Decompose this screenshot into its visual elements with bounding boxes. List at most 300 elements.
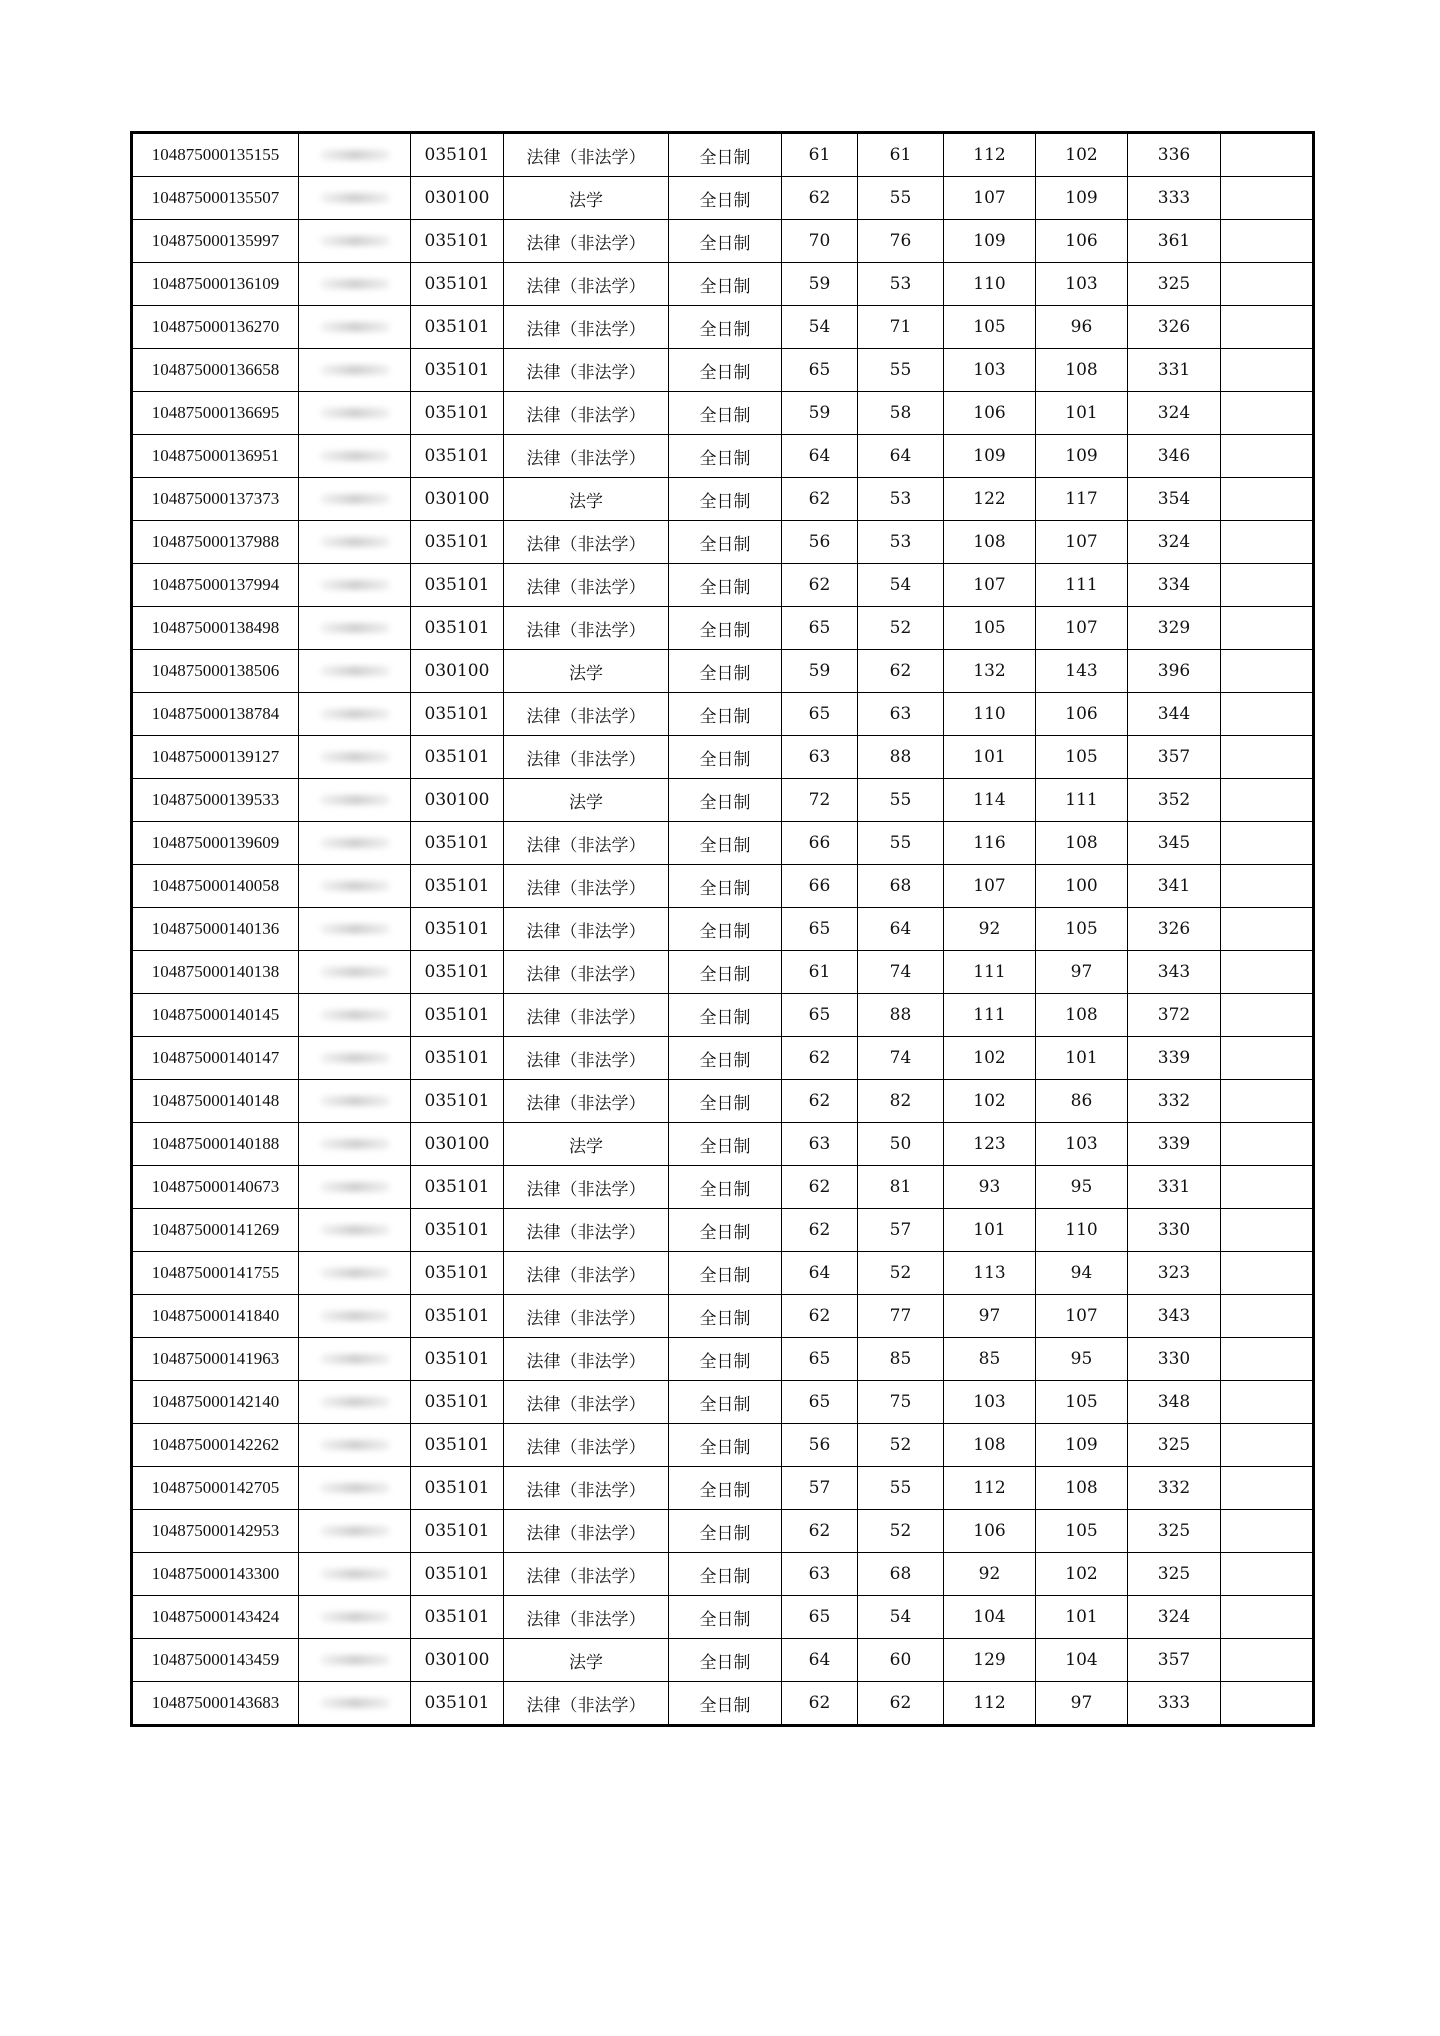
table-row bbox=[132, 1682, 1314, 1726]
score-subject2-cell: 100 bbox=[1036, 865, 1128, 908]
candidate-name-cell bbox=[299, 564, 411, 607]
table-row bbox=[132, 693, 1314, 736]
major-code-cell: 030100 bbox=[411, 779, 504, 822]
score-foreign-language-cell: 52 bbox=[858, 1252, 944, 1295]
score-foreign-language-cell: 75 bbox=[858, 1381, 944, 1424]
score-subject2-cell: 111 bbox=[1036, 779, 1128, 822]
score-subject2-cell: 101 bbox=[1036, 1596, 1128, 1639]
score-foreign-language-cell: 62 bbox=[858, 650, 944, 693]
candidate-id-cell: 104875000137994 bbox=[132, 564, 299, 607]
major-code-cell: 030100 bbox=[411, 478, 504, 521]
candidate-id-cell: 104875000141755 bbox=[132, 1252, 299, 1295]
remark-cell bbox=[1221, 435, 1314, 478]
major-name-cell: 法律（非法学） bbox=[504, 1338, 669, 1381]
score-politics-cell: 62 bbox=[782, 1080, 858, 1123]
score-foreign-language-cell: 54 bbox=[858, 564, 944, 607]
table-row bbox=[132, 1166, 1314, 1209]
candidate-id-cell: 104875000143683 bbox=[132, 1682, 299, 1726]
major-name-cell: 法律（非法学） bbox=[504, 1596, 669, 1639]
candidate-id-cell: 104875000140136 bbox=[132, 908, 299, 951]
score-subject1-cell: 132 bbox=[944, 650, 1036, 693]
score-foreign-language-cell: 55 bbox=[858, 349, 944, 392]
score-subject1-cell: 104 bbox=[944, 1596, 1036, 1639]
score-total-cell: 330 bbox=[1128, 1209, 1221, 1252]
study-mode-cell: 全日制 bbox=[669, 521, 782, 564]
major-name-cell: 法律（非法学） bbox=[504, 133, 669, 177]
score-politics-cell: 65 bbox=[782, 1338, 858, 1381]
table-row bbox=[132, 736, 1314, 779]
score-subject1-cell: 102 bbox=[944, 1080, 1036, 1123]
score-foreign-language-cell: 61 bbox=[858, 133, 944, 177]
candidate-name-cell bbox=[299, 693, 411, 736]
score-subject2-cell: 111 bbox=[1036, 564, 1128, 607]
candidate-id-cell: 104875000143300 bbox=[132, 1553, 299, 1596]
score-politics-cell: 66 bbox=[782, 865, 858, 908]
candidate-id-cell: 104875000139533 bbox=[132, 779, 299, 822]
score-foreign-language-cell: 52 bbox=[858, 1424, 944, 1467]
score-total-cell: 345 bbox=[1128, 822, 1221, 865]
score-total-cell: 323 bbox=[1128, 1252, 1221, 1295]
table-row bbox=[132, 1037, 1314, 1080]
candidate-id-cell: 104875000136270 bbox=[132, 306, 299, 349]
redacted-name-blur bbox=[320, 580, 390, 590]
candidate-id-cell: 104875000139127 bbox=[132, 736, 299, 779]
study-mode-cell: 全日制 bbox=[669, 951, 782, 994]
redacted-name-blur bbox=[320, 623, 390, 633]
major-name-cell: 法律（非法学） bbox=[504, 1467, 669, 1510]
score-total-cell: 325 bbox=[1128, 1553, 1221, 1596]
major-code-cell: 035101 bbox=[411, 607, 504, 650]
score-subject1-cell: 93 bbox=[944, 1166, 1036, 1209]
study-mode-cell: 全日制 bbox=[669, 1682, 782, 1726]
table-row bbox=[132, 1123, 1314, 1166]
score-politics-cell: 59 bbox=[782, 392, 858, 435]
major-name-cell: 法律（非法学） bbox=[504, 220, 669, 263]
redacted-name-blur bbox=[320, 279, 390, 289]
major-code-cell: 035101 bbox=[411, 1553, 504, 1596]
candidate-name-cell bbox=[299, 1596, 411, 1639]
study-mode-cell: 全日制 bbox=[669, 822, 782, 865]
score-total-cell: 357 bbox=[1128, 736, 1221, 779]
score-foreign-language-cell: 50 bbox=[858, 1123, 944, 1166]
candidate-name-cell bbox=[299, 1682, 411, 1726]
study-mode-cell: 全日制 bbox=[669, 435, 782, 478]
major-name-cell: 法律（非法学） bbox=[504, 822, 669, 865]
score-total-cell: 325 bbox=[1128, 263, 1221, 306]
score-total-cell: 352 bbox=[1128, 779, 1221, 822]
score-politics-cell: 54 bbox=[782, 306, 858, 349]
score-politics-cell: 62 bbox=[782, 1682, 858, 1726]
score-subject2-cell: 106 bbox=[1036, 693, 1128, 736]
table-row bbox=[132, 220, 1314, 263]
score-politics-cell: 65 bbox=[782, 607, 858, 650]
score-politics-cell: 62 bbox=[782, 1295, 858, 1338]
remark-cell bbox=[1221, 263, 1314, 306]
major-name-cell: 法律（非法学） bbox=[504, 1080, 669, 1123]
score-foreign-language-cell: 55 bbox=[858, 177, 944, 220]
candidate-name-cell bbox=[299, 1037, 411, 1080]
score-foreign-language-cell: 82 bbox=[858, 1080, 944, 1123]
major-code-cell: 035101 bbox=[411, 349, 504, 392]
score-subject1-cell: 112 bbox=[944, 1467, 1036, 1510]
table-row bbox=[132, 1252, 1314, 1295]
candidate-id-cell: 104875000142705 bbox=[132, 1467, 299, 1510]
score-total-cell: 326 bbox=[1128, 306, 1221, 349]
score-total-cell: 331 bbox=[1128, 349, 1221, 392]
candidate-id-cell: 104875000143424 bbox=[132, 1596, 299, 1639]
major-code-cell: 035101 bbox=[411, 865, 504, 908]
score-total-cell: 354 bbox=[1128, 478, 1221, 521]
candidate-id-cell: 104875000138498 bbox=[132, 607, 299, 650]
table-row bbox=[132, 1596, 1314, 1639]
score-total-cell: 346 bbox=[1128, 435, 1221, 478]
study-mode-cell: 全日制 bbox=[669, 1639, 782, 1682]
score-politics-cell: 62 bbox=[782, 478, 858, 521]
score-subject2-cell: 97 bbox=[1036, 1682, 1128, 1726]
candidate-id-cell: 104875000142140 bbox=[132, 1381, 299, 1424]
remark-cell bbox=[1221, 908, 1314, 951]
major-name-cell: 法律（非法学） bbox=[504, 1553, 669, 1596]
score-subject1-cell: 105 bbox=[944, 607, 1036, 650]
candidate-name-cell bbox=[299, 349, 411, 392]
study-mode-cell: 全日制 bbox=[669, 1080, 782, 1123]
study-mode-cell: 全日制 bbox=[669, 1123, 782, 1166]
score-subject1-cell: 112 bbox=[944, 1682, 1036, 1726]
table-row bbox=[132, 1553, 1314, 1596]
study-mode-cell: 全日制 bbox=[669, 779, 782, 822]
study-mode-cell: 全日制 bbox=[669, 1596, 782, 1639]
major-code-cell: 035101 bbox=[411, 1338, 504, 1381]
score-foreign-language-cell: 55 bbox=[858, 779, 944, 822]
major-name-cell: 法学 bbox=[504, 779, 669, 822]
score-subject1-cell: 109 bbox=[944, 435, 1036, 478]
candidate-name-cell bbox=[299, 994, 411, 1037]
study-mode-cell: 全日制 bbox=[669, 564, 782, 607]
study-mode-cell: 全日制 bbox=[669, 736, 782, 779]
score-foreign-language-cell: 71 bbox=[858, 306, 944, 349]
score-subject2-cell: 109 bbox=[1036, 177, 1128, 220]
score-subject1-cell: 102 bbox=[944, 1037, 1036, 1080]
score-foreign-language-cell: 68 bbox=[858, 1553, 944, 1596]
remark-cell bbox=[1221, 521, 1314, 564]
remark-cell bbox=[1221, 650, 1314, 693]
candidate-name-cell bbox=[299, 1381, 411, 1424]
remark-cell bbox=[1221, 1209, 1314, 1252]
score-subject1-cell: 101 bbox=[944, 1209, 1036, 1252]
score-subject2-cell: 94 bbox=[1036, 1252, 1128, 1295]
score-subject2-cell: 105 bbox=[1036, 908, 1128, 951]
redacted-name-blur bbox=[320, 1139, 390, 1149]
major-name-cell: 法律（非法学） bbox=[504, 1295, 669, 1338]
study-mode-cell: 全日制 bbox=[669, 1037, 782, 1080]
score-subject2-cell: 109 bbox=[1036, 435, 1128, 478]
score-total-cell: 336 bbox=[1128, 133, 1221, 177]
table-row bbox=[132, 1381, 1314, 1424]
score-subject2-cell: 105 bbox=[1036, 1510, 1128, 1553]
table-row bbox=[132, 521, 1314, 564]
score-foreign-language-cell: 74 bbox=[858, 951, 944, 994]
candidate-id-cell: 104875000143459 bbox=[132, 1639, 299, 1682]
score-politics-cell: 70 bbox=[782, 220, 858, 263]
major-code-cell: 035101 bbox=[411, 1467, 504, 1510]
redacted-name-blur bbox=[320, 1612, 390, 1622]
table-row bbox=[132, 564, 1314, 607]
major-name-cell: 法律（非法学） bbox=[504, 865, 669, 908]
major-code-cell: 035101 bbox=[411, 1424, 504, 1467]
remark-cell bbox=[1221, 607, 1314, 650]
candidate-id-cell: 104875000142953 bbox=[132, 1510, 299, 1553]
table-row bbox=[132, 133, 1314, 177]
candidate-id-cell: 104875000140058 bbox=[132, 865, 299, 908]
remark-cell bbox=[1221, 1596, 1314, 1639]
redacted-name-blur bbox=[320, 709, 390, 719]
score-foreign-language-cell: 88 bbox=[858, 736, 944, 779]
score-total-cell: 332 bbox=[1128, 1467, 1221, 1510]
candidate-id-cell: 104875000137373 bbox=[132, 478, 299, 521]
score-subject1-cell: 110 bbox=[944, 693, 1036, 736]
score-subject2-cell: 143 bbox=[1036, 650, 1128, 693]
score-total-cell: 326 bbox=[1128, 908, 1221, 951]
score-subject2-cell: 107 bbox=[1036, 521, 1128, 564]
score-subject2-cell: 97 bbox=[1036, 951, 1128, 994]
score-subject2-cell: 96 bbox=[1036, 306, 1128, 349]
candidate-name-cell bbox=[299, 1166, 411, 1209]
major-code-cell: 035101 bbox=[411, 1682, 504, 1726]
major-name-cell: 法律（非法学） bbox=[504, 521, 669, 564]
score-total-cell: 334 bbox=[1128, 564, 1221, 607]
redacted-name-blur bbox=[320, 1397, 390, 1407]
score-subject2-cell: 107 bbox=[1036, 1295, 1128, 1338]
score-subject1-cell: 123 bbox=[944, 1123, 1036, 1166]
score-foreign-language-cell: 64 bbox=[858, 435, 944, 478]
candidate-id-cell: 104875000140673 bbox=[132, 1166, 299, 1209]
candidate-id-cell: 104875000136658 bbox=[132, 349, 299, 392]
score-politics-cell: 65 bbox=[782, 349, 858, 392]
candidate-id-cell: 104875000141840 bbox=[132, 1295, 299, 1338]
study-mode-cell: 全日制 bbox=[669, 908, 782, 951]
major-code-cell: 035101 bbox=[411, 133, 504, 177]
candidate-id-cell: 104875000136695 bbox=[132, 392, 299, 435]
score-subject2-cell: 103 bbox=[1036, 1123, 1128, 1166]
major-name-cell: 法律（非法学） bbox=[504, 1682, 669, 1726]
table-row bbox=[132, 1080, 1314, 1123]
score-subject1-cell: 101 bbox=[944, 736, 1036, 779]
remark-cell bbox=[1221, 1037, 1314, 1080]
score-subject1-cell: 129 bbox=[944, 1639, 1036, 1682]
score-politics-cell: 63 bbox=[782, 1553, 858, 1596]
table-row bbox=[132, 392, 1314, 435]
major-name-cell: 法律（非法学） bbox=[504, 1037, 669, 1080]
study-mode-cell: 全日制 bbox=[669, 1381, 782, 1424]
score-politics-cell: 63 bbox=[782, 736, 858, 779]
score-politics-cell: 62 bbox=[782, 1510, 858, 1553]
score-total-cell: 339 bbox=[1128, 1123, 1221, 1166]
major-name-cell: 法律（非法学） bbox=[504, 435, 669, 478]
major-code-cell: 035101 bbox=[411, 521, 504, 564]
study-mode-cell: 全日制 bbox=[669, 349, 782, 392]
study-mode-cell: 全日制 bbox=[669, 693, 782, 736]
remark-cell bbox=[1221, 1381, 1314, 1424]
table-row bbox=[132, 822, 1314, 865]
redacted-name-blur bbox=[320, 494, 390, 504]
major-code-cell: 035101 bbox=[411, 263, 504, 306]
redacted-name-blur bbox=[320, 924, 390, 934]
score-foreign-language-cell: 55 bbox=[858, 822, 944, 865]
score-subject2-cell: 105 bbox=[1036, 736, 1128, 779]
candidate-id-cell: 104875000141963 bbox=[132, 1338, 299, 1381]
major-code-cell: 035101 bbox=[411, 1381, 504, 1424]
major-name-cell: 法律（非法学） bbox=[504, 263, 669, 306]
study-mode-cell: 全日制 bbox=[669, 1424, 782, 1467]
redacted-name-blur bbox=[320, 193, 390, 203]
score-politics-cell: 57 bbox=[782, 1467, 858, 1510]
score-foreign-language-cell: 81 bbox=[858, 1166, 944, 1209]
score-subject2-cell: 95 bbox=[1036, 1338, 1128, 1381]
score-foreign-language-cell: 54 bbox=[858, 1596, 944, 1639]
candidate-name-cell bbox=[299, 650, 411, 693]
remark-cell bbox=[1221, 1080, 1314, 1123]
score-foreign-language-cell: 64 bbox=[858, 908, 944, 951]
score-subject1-cell: 111 bbox=[944, 994, 1036, 1037]
study-mode-cell: 全日制 bbox=[669, 1252, 782, 1295]
candidate-name-cell bbox=[299, 1295, 411, 1338]
score-table bbox=[130, 131, 1315, 1727]
score-total-cell: 348 bbox=[1128, 1381, 1221, 1424]
remark-cell bbox=[1221, 779, 1314, 822]
redacted-name-blur bbox=[320, 1225, 390, 1235]
score-foreign-language-cell: 53 bbox=[858, 521, 944, 564]
major-name-cell: 法律（非法学） bbox=[504, 908, 669, 951]
score-subject2-cell: 104 bbox=[1036, 1639, 1128, 1682]
candidate-id-cell: 104875000140145 bbox=[132, 994, 299, 1037]
score-total-cell: 361 bbox=[1128, 220, 1221, 263]
score-foreign-language-cell: 68 bbox=[858, 865, 944, 908]
major-code-cell: 035101 bbox=[411, 392, 504, 435]
redacted-name-blur bbox=[320, 322, 390, 332]
study-mode-cell: 全日制 bbox=[669, 478, 782, 521]
remark-cell bbox=[1221, 306, 1314, 349]
table-row bbox=[132, 865, 1314, 908]
redacted-name-blur bbox=[320, 365, 390, 375]
score-foreign-language-cell: 63 bbox=[858, 693, 944, 736]
major-name-cell: 法律（非法学） bbox=[504, 564, 669, 607]
score-politics-cell: 72 bbox=[782, 779, 858, 822]
candidate-name-cell bbox=[299, 865, 411, 908]
redacted-name-blur bbox=[320, 1010, 390, 1020]
study-mode-cell: 全日制 bbox=[669, 392, 782, 435]
major-code-cell: 035101 bbox=[411, 1596, 504, 1639]
redacted-name-blur bbox=[320, 408, 390, 418]
table-row bbox=[132, 1639, 1314, 1682]
major-code-cell: 035101 bbox=[411, 564, 504, 607]
remark-cell bbox=[1221, 1510, 1314, 1553]
study-mode-cell: 全日制 bbox=[669, 650, 782, 693]
major-name-cell: 法律（非法学） bbox=[504, 693, 669, 736]
score-total-cell: 332 bbox=[1128, 1080, 1221, 1123]
major-name-cell: 法律（非法学） bbox=[504, 1510, 669, 1553]
score-table-body bbox=[132, 133, 1314, 1726]
candidate-name-cell bbox=[299, 1424, 411, 1467]
redacted-name-blur bbox=[320, 537, 390, 547]
major-code-cell: 035101 bbox=[411, 220, 504, 263]
redacted-name-blur bbox=[320, 666, 390, 676]
major-name-cell: 法律（非法学） bbox=[504, 607, 669, 650]
table-row bbox=[132, 263, 1314, 306]
table-row bbox=[132, 1424, 1314, 1467]
major-name-cell: 法律（非法学） bbox=[504, 1209, 669, 1252]
redacted-name-blur bbox=[320, 1096, 390, 1106]
score-subject2-cell: 108 bbox=[1036, 994, 1128, 1037]
candidate-id-cell: 104875000140188 bbox=[132, 1123, 299, 1166]
score-foreign-language-cell: 60 bbox=[858, 1639, 944, 1682]
score-total-cell: 339 bbox=[1128, 1037, 1221, 1080]
candidate-name-cell bbox=[299, 1510, 411, 1553]
score-subject2-cell: 86 bbox=[1036, 1080, 1128, 1123]
score-subject2-cell: 107 bbox=[1036, 607, 1128, 650]
redacted-name-blur bbox=[320, 838, 390, 848]
redacted-name-blur bbox=[320, 1483, 390, 1493]
major-code-cell: 035101 bbox=[411, 1209, 504, 1252]
study-mode-cell: 全日制 bbox=[669, 1467, 782, 1510]
table-row bbox=[132, 1338, 1314, 1381]
study-mode-cell: 全日制 bbox=[669, 994, 782, 1037]
redacted-name-blur bbox=[320, 236, 390, 246]
score-subject2-cell: 108 bbox=[1036, 1467, 1128, 1510]
major-name-cell: 法律（非法学） bbox=[504, 1166, 669, 1209]
candidate-name-cell bbox=[299, 1252, 411, 1295]
score-foreign-language-cell: 76 bbox=[858, 220, 944, 263]
score-subject2-cell: 108 bbox=[1036, 349, 1128, 392]
major-name-cell: 法学 bbox=[504, 1123, 669, 1166]
table-row bbox=[132, 435, 1314, 478]
major-code-cell: 035101 bbox=[411, 994, 504, 1037]
score-foreign-language-cell: 55 bbox=[858, 1467, 944, 1510]
major-name-cell: 法律（非法学） bbox=[504, 1424, 669, 1467]
study-mode-cell: 全日制 bbox=[669, 306, 782, 349]
score-subject2-cell: 102 bbox=[1036, 133, 1128, 177]
score-subject1-cell: 106 bbox=[944, 1510, 1036, 1553]
score-subject1-cell: 112 bbox=[944, 133, 1036, 177]
score-subject2-cell: 101 bbox=[1036, 1037, 1128, 1080]
study-mode-cell: 全日制 bbox=[669, 1510, 782, 1553]
candidate-id-cell: 104875000135507 bbox=[132, 177, 299, 220]
score-total-cell: 324 bbox=[1128, 392, 1221, 435]
score-total-cell: 325 bbox=[1128, 1510, 1221, 1553]
candidate-name-cell bbox=[299, 779, 411, 822]
major-code-cell: 035101 bbox=[411, 1166, 504, 1209]
score-subject1-cell: 109 bbox=[944, 220, 1036, 263]
score-total-cell: 343 bbox=[1128, 951, 1221, 994]
candidate-id-cell: 104875000138784 bbox=[132, 693, 299, 736]
remark-cell bbox=[1221, 951, 1314, 994]
score-politics-cell: 59 bbox=[782, 650, 858, 693]
candidate-name-cell bbox=[299, 478, 411, 521]
remark-cell bbox=[1221, 1338, 1314, 1381]
score-politics-cell: 64 bbox=[782, 1252, 858, 1295]
remark-cell bbox=[1221, 1166, 1314, 1209]
candidate-name-cell bbox=[299, 133, 411, 177]
score-politics-cell: 56 bbox=[782, 1424, 858, 1467]
candidate-id-cell: 104875000135155 bbox=[132, 133, 299, 177]
remark-cell bbox=[1221, 994, 1314, 1037]
score-politics-cell: 62 bbox=[782, 1037, 858, 1080]
score-foreign-language-cell: 52 bbox=[858, 1510, 944, 1553]
score-total-cell: 357 bbox=[1128, 1639, 1221, 1682]
redacted-name-blur bbox=[320, 1698, 390, 1708]
candidate-id-cell: 104875000139609 bbox=[132, 822, 299, 865]
major-code-cell: 030100 bbox=[411, 1639, 504, 1682]
remark-cell bbox=[1221, 865, 1314, 908]
